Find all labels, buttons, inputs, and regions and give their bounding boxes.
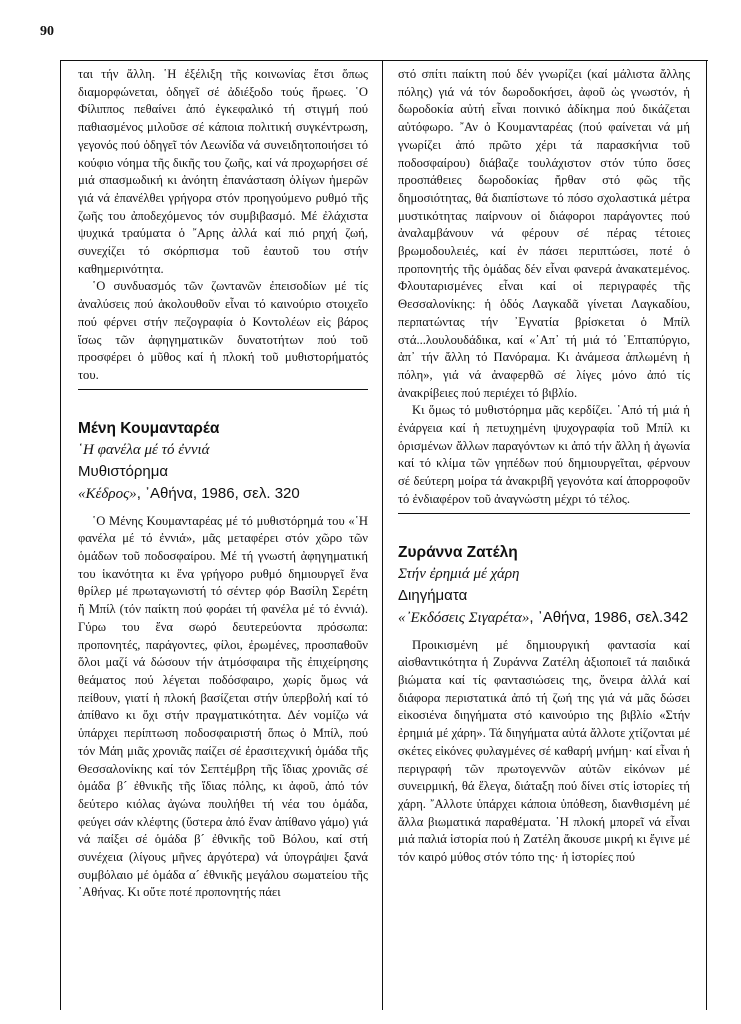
review-publisher: «᾽Εκδόσεις Σιγαρέτα» (398, 609, 530, 626)
right-section-rule (398, 513, 690, 514)
left-border-rule (60, 60, 61, 1010)
right-border-rule (706, 60, 707, 1010)
review-publication (398, 607, 690, 629)
review-header-koumandareas (78, 418, 368, 505)
review-genre: Μυθιστόρημα (78, 462, 169, 480)
review-body: Προικισμένη μέ δημιουργική φαντασία καί αἰσθαντικότητα ἡ Ζυράννα Ζατέλη ἀξιοποιεῖ τά παιδικά βιώματα καί τίς φαντασιώσεις της, ὄνειρα ἀλλά καί διάφορα περιστατικά ἀπό τή ζωή της γιά νά μᾶς δώσει εἰκοσιένα διηγήματα στό καινούριο της βιβλίο «Στήν ἐρημιά μέ χάρη». Τά διηγήματα αὐτά ἄλλοτε χτίζονται μέ σκέτες εἰκόνες φυλαγμένες σέ καθαρή μνήμη· καί εἶναι ἡ περιγραφή τῶν πρωτογεννῶν αὐτῶν εἰκόνων μέ συνειρμική, θά ἔλεγα, διάταξη πού δίνει στίς ἱστορίες τή χάρη. ῎Αλλοτε ὑπάρχει κάποια ὑπόθεση, διανθισμένη μέ ἄλλα βιωματικά παραθέματα. ῾Η πλοκή μπορεῖ νά εἶναι μιά παλιά ἱστορία πού ἡ Ζατέλη ἄκουσε μικρή κι ἔγινε μέ τόν καιρό μύθος στόν τόπο της· ἡ ἱστορίες πού (398, 637, 690, 865)
review-genre: Διηγήματα (398, 586, 468, 604)
review-publication-details: , ᾽Αθήνα, 1986, σελ. 320 (136, 484, 300, 502)
page-number: 90 (40, 24, 54, 39)
left-paragraph-2: ῾Ο συνδυασμός τῶν ζωντανῶν ἐπεισοδίων μέ τίς ἀναλύσεις πού ἀκολουθοῦν εἶναι τό καινούριο στοιχεῖο πού φέρνει στήν πεζογραφία ὁ Κοντολέων εἰς βάρος ἴσως τῶν ἀφηγηματικῶν δυνατοτήτων πού τοῦ προσφέρει ὁ μῦθος καί ἡ πλοκή τοῦ μυθιστορήματός του. (78, 279, 368, 382)
review-author: Μένη Κουμανταρέα (78, 419, 220, 437)
review-body: ῾Ο Μένης Κουμανταρέας μέ τό μυθιστόρημά του «῾Η φανέλα μέ τό ἐννιά», μᾶς μεταφέρει στόν χῶρο τῶν ὁμάδων τοῦ ποδοσφαίρου. Μέ τή γνωστή ἀφηγηματική του ἱκανότητα κι ἕνα γρήγορο ρυθμό δημιουργεῖ ἕνα θρίλερ μέ πρωταγωνιστή τό σέντερ φόρ Βασίλη Σερέτη ἤ Μπίλ (τόν παίκτη πού φοράει τή φανέλα μέ τό ἐννιά). Γύρω του ἕνα σωρό δευτερεύοντα πρόσωπα: προπονητές, παράγοντες, φίλοι, ἐρωμένες, προσπαθοῦν ὅλοι μαζί νά δώσουν τήν ἀτμόσφαιρα τῆς ἐπιχείρησης θεάματος πού λέγεται ποδόσφαιρο, χωρίς ὅμως νά πείθουν, γιατί ἡ πλοκή βασίζεται στήν ὑπερβολή καί τό ἀπίθανο κι ὄχι στήν πραγματικότητα. Δέν νομίζω νά ὑπάρχει περίπτωση ποδοσφαιριστή ὅπως ὁ Μπίλ, πού τόν Μάη μιᾶς χρονιᾶς παίζει σέ ἐρασιτεχνική ὁμάδα τῆς Θεσσαλονίκης καί τόν Σεπτέμβρη τῆς ἴδιας χρονιᾶς σέ ὁμάδα β´ ἐθνικῆς τῆς ἴδιας πόλης, κι ἀφοῦ, ἀπό τόν δεύτερο κιόλας ἀγώνα πουλήθει τή νέα του ὁμάδα, φεύγει σάν κλέφτης (ὕστερα ἀπό ἕναν ἀπίθανο γάμο) γιά νά παίξει σέ ὁμάδα β´ ἐθνικῆς τοῦ Βόλου, καί στή συνέχεια (λίγους μῆνες ἀργότερα) νά ὑπογράψει ξανά συμβόλαιο μέ ὁμάδα α´ ἐθνικῆς μεγάλου σωματείου τῆς ᾽Αθήνας. Κι οὔτε ποτέ προπονητής πάει (78, 513, 368, 900)
right-column (398, 66, 690, 1011)
review-book-title: Στήν ἐρημιά μέ χάρη (398, 565, 520, 582)
review-header-zateli (398, 542, 690, 629)
review-publisher: «Κέδρος» (78, 485, 137, 502)
left-section-rule (78, 389, 368, 390)
right-paragraph-1: στό σπίτι παίκτη πού δέν γνωρίζει (καί μάλιστα ἄλλης πόλης) γιά νά τόν δωροδοκήσει, ἀφοῦ ὡς γνωστόν, ἡ δωροδοκία αὐτή εἶναι ποινικό ἀδίκημα πού δικάζεται αὐτόφωρο. ῎Αν ὁ Κουμανταρέας (πού φαίνεται νά μή γνωρίζει ἀπό πρῶτο χέρι τά παρασκήνια τοῦ ποδοσφαίρου) διάβαζε τουλάχιστον στόν τύπο ὅσες προσπάθειες δωροδοκίας ἤρθαν στό φῶς τῆς δημοσιότητας, θά διαπίστωνε τό πόσο σχολαστικά μέτρα μυστικότητας παίρνουν οἱ διάφοροι παράγοντες πού ἀναλαμβάνουν νά φέρουν σέ πέρας τέτοιες βρωμοδουλειές, καί ἐν πάσει περιπτώσει, ποτέ ὁ προπονητής τῆς ὁμάδας δέν εἶναι φανερά ἀνακατεμένος. Φλουταρισμένες εἶναι καί οἱ περιγραφές τῆς Θεσσαλονίκης: ἡ ὁδός Λαγκαδᾶ γίνεται Λαγκαδίου, περπατώντας τήν ᾽Εγνατία βρίσκεται ὁ Μπίλ στά...λουλουδάδικα, καί «᾽Απ᾽ τή μιά τό ῾Επταπύργιο, ἀπ᾽ τήν ἄλλη τό Πανόραμα. Κι ἀνάμεσα ἁπλωμένη ἡ πόλη», γιά νά ἀναφερθῶ σέ λίγες μόνο ἀπό τίς ἀνακρίβειες πού περιέχει τό βιβλίο. (398, 67, 690, 400)
review-book-title: ῾Η φανέλα μέ τό ἐννιά (78, 441, 210, 458)
left-column (78, 66, 368, 1011)
review-author: Ζυράννα Ζατέλη (398, 543, 518, 561)
column-divider-rule (382, 60, 383, 1010)
left-paragraph-1: ται τήν ἄλλη. ῾Η ἐξέλιξη τῆς κοινωνίας ἔτσι ὅπως διαμορφώνεται, ὁδηγεῖ σέ ἀδιέξοδο τούς ἥρωες. ῾Ο Φίλιππος πεθαίνει ἀπό ἐγκεφαλικό τή στιγμή πού παθιασμένος μιλοῦσε σέ κάποια πολιτική συγκέντρωση, γεγονός πού ὁδηγεῖ τόν Λεωνίδα νά συνειδητοποιήσει τό κούφιο νόημα τῆς δικῆς του ζωῆς, καί νά προχωρήσει σέ μιά σπασμωδική κι ἀνόητη ἐπανάσταση ὀλίγων ἡμερῶν γιά νά ἐπανέλθει γρήγορα στόν προηγούμενο ρυθμό τῆς ζωῆς του ἀποδεχόμενος τόν συμβιβασμό. Μέ ἐλάχιστα ψυχικά τραύματα ὁ ῎Αρης ἀλλά καί πιό ρηχή ζωή, συνεχίζει τό σκόρπισμα τοῦ ἑαυτοῦ του στήν καθημερινότητα. (78, 67, 368, 276)
review-publication-details: , ᾽Αθήνα, 1986, σελ.342 (529, 608, 689, 626)
right-paragraph-2: Κι ὅμως τό μυθιστόρημα μᾶς κερδίζει. ᾽Από τή μιά ἡ ἐνάργεια καί ἡ πετυχημένη ψυχογραφία τοῦ Μπίλ κι ὁρισμένων ἄλλων παραγόντων κι ἀπό τήν ἄλλη ἡ ἀγωνία καί τό κλίμα τῶν γηπέδων πού δημιουργεῖται, φέρνουν σέ δεύτερη μοίρα τά ἀνακριβῆ γεγονότα καί ἀπορροφοῦν τό ἐνδιαφέρον τοῦ ἀναγνώστη μέχρι τό τέλος. (398, 403, 690, 506)
review-publication (78, 483, 368, 505)
